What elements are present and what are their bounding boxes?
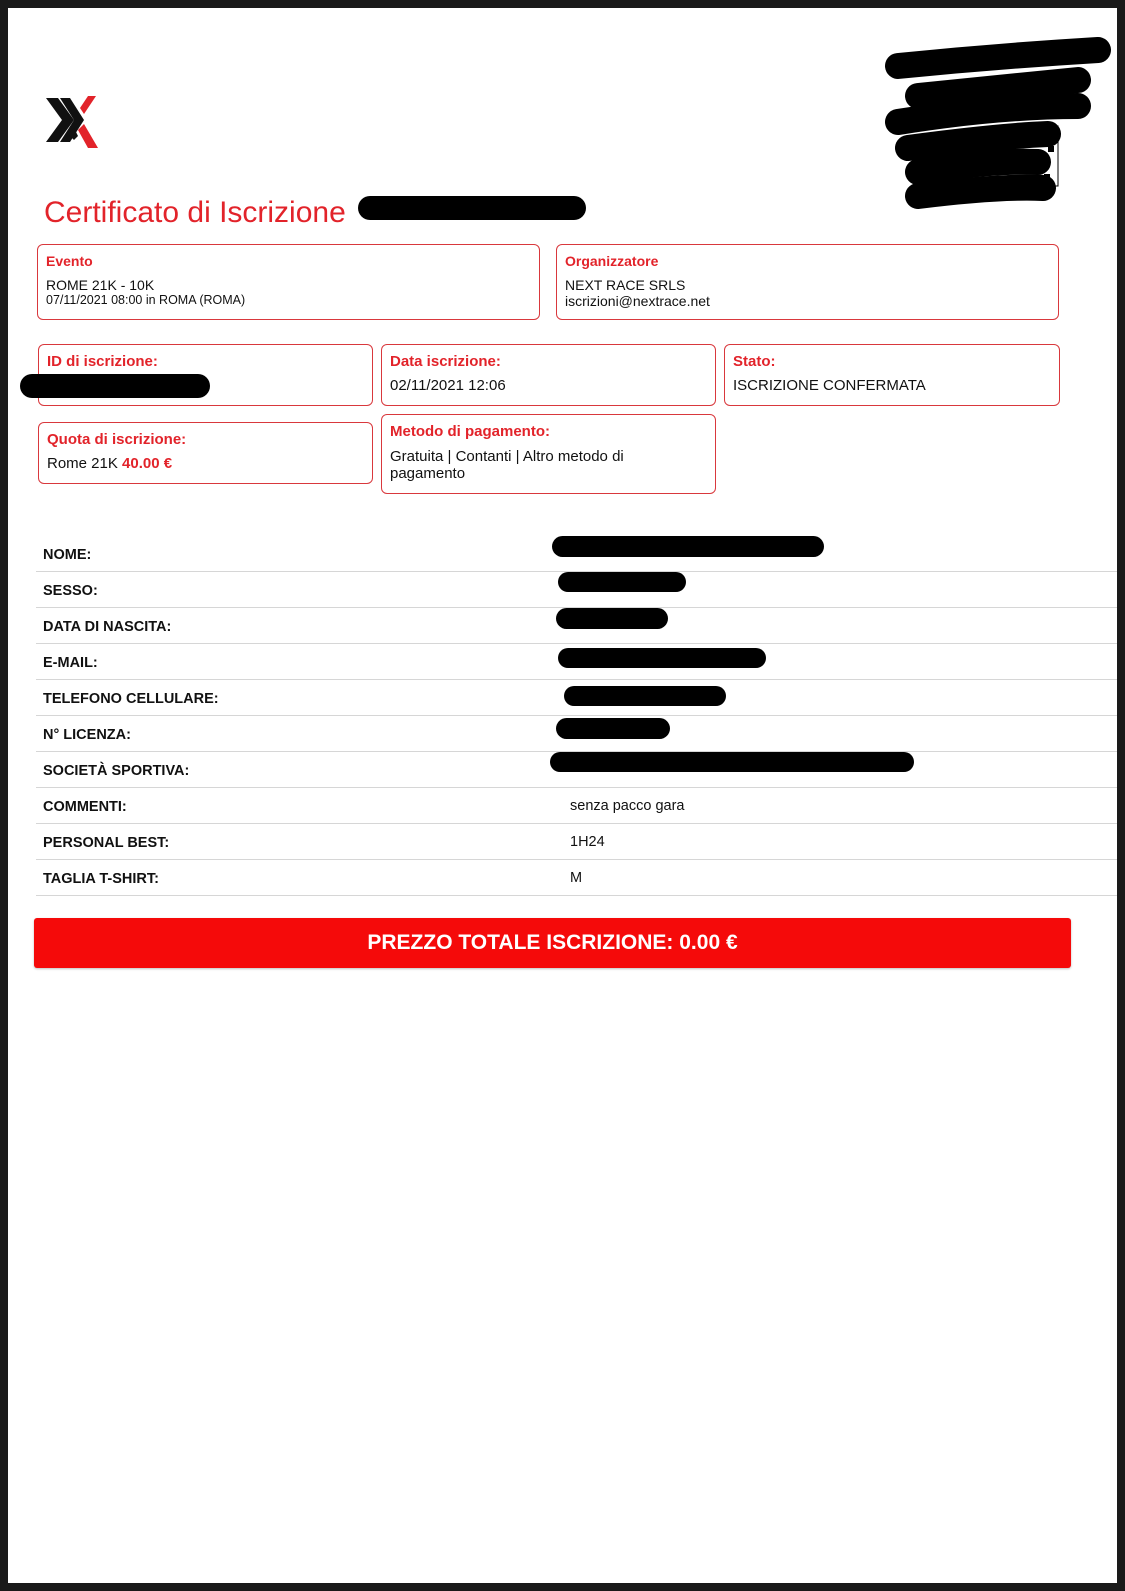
row-key: N° LICENZA: [43,727,131,743]
row-key: TAGLIA T-SHIRT: [43,871,159,887]
payment-method-box [381,414,716,494]
row-value: 1H24 [570,834,605,850]
redacted-certificate-number [358,196,586,220]
redacted-license [556,718,670,739]
registration-id-label: ID di iscrizione: [47,353,158,370]
fee-amount: 40.00 € [122,455,173,472]
total-price-bar: PREZZO TOTALE ISCRIZIONE: 0.00 € [34,918,1071,968]
row-key: SESSO: [43,583,98,599]
row-key: PERSONAL BEST: [43,835,170,851]
organizer-box [556,244,1059,320]
table-row [36,824,1117,860]
redacted-registration-id [20,374,210,398]
row-key: NOME: [43,547,92,563]
fee-item: Rome 21K [47,455,118,472]
certificate-page [8,8,1117,1583]
row-key: SOCIETÀ SPORTIVA: [43,763,190,779]
organizer-email: iscrizioni@nextrace.net [565,293,710,309]
payment-method-value: Gratuita | Contanti | Altro metodo di pagamento [390,448,624,482]
event-name: ROME 21K - 10K [46,277,155,293]
table-row [36,860,1117,896]
row-value: M [570,870,583,886]
table-row [36,788,1117,824]
row-key: E-MAIL: [43,655,98,671]
registration-date-label: Data iscrizione: [390,353,501,370]
fee-box [38,422,373,484]
status-value: ISCRIZIONE CONFERMATA [733,377,926,394]
event-box [37,244,540,320]
organizer-label: Organizzatore [565,253,659,269]
event-datetime-location: 07/11/2021 08:00 in ROMA (ROMA) [46,293,246,307]
fee-value [47,456,364,472]
status-box [724,344,1060,406]
next-race-logo-icon [44,90,104,156]
row-value: senza pacco gara [570,798,685,814]
row-key: DATA DI NASCITA: [43,619,172,635]
row-key: TELEFONO CELLULARE: [43,691,219,707]
organizer-name: NEXT RACE SRLS [565,277,686,293]
fee-label: Quota di iscrizione: [47,431,187,448]
redacted-phone [564,686,726,706]
redacted-sex [558,572,686,592]
row-key: COMMENTI: [43,799,127,815]
payment-method-label: Metodo di pagamento: [390,423,550,440]
redacted-email [558,648,766,668]
page-title: Certificato di Iscrizione [44,196,346,229]
registration-date-value: 02/11/2021 12:06 [390,377,506,394]
redacted-club [550,752,914,772]
redacted-name [552,536,824,557]
redacted-birth-date [556,608,668,629]
qr-code-icon [878,36,1117,226]
registration-date-box [381,344,716,406]
status-label: Stato: [733,353,776,370]
event-label: Evento [46,253,93,269]
